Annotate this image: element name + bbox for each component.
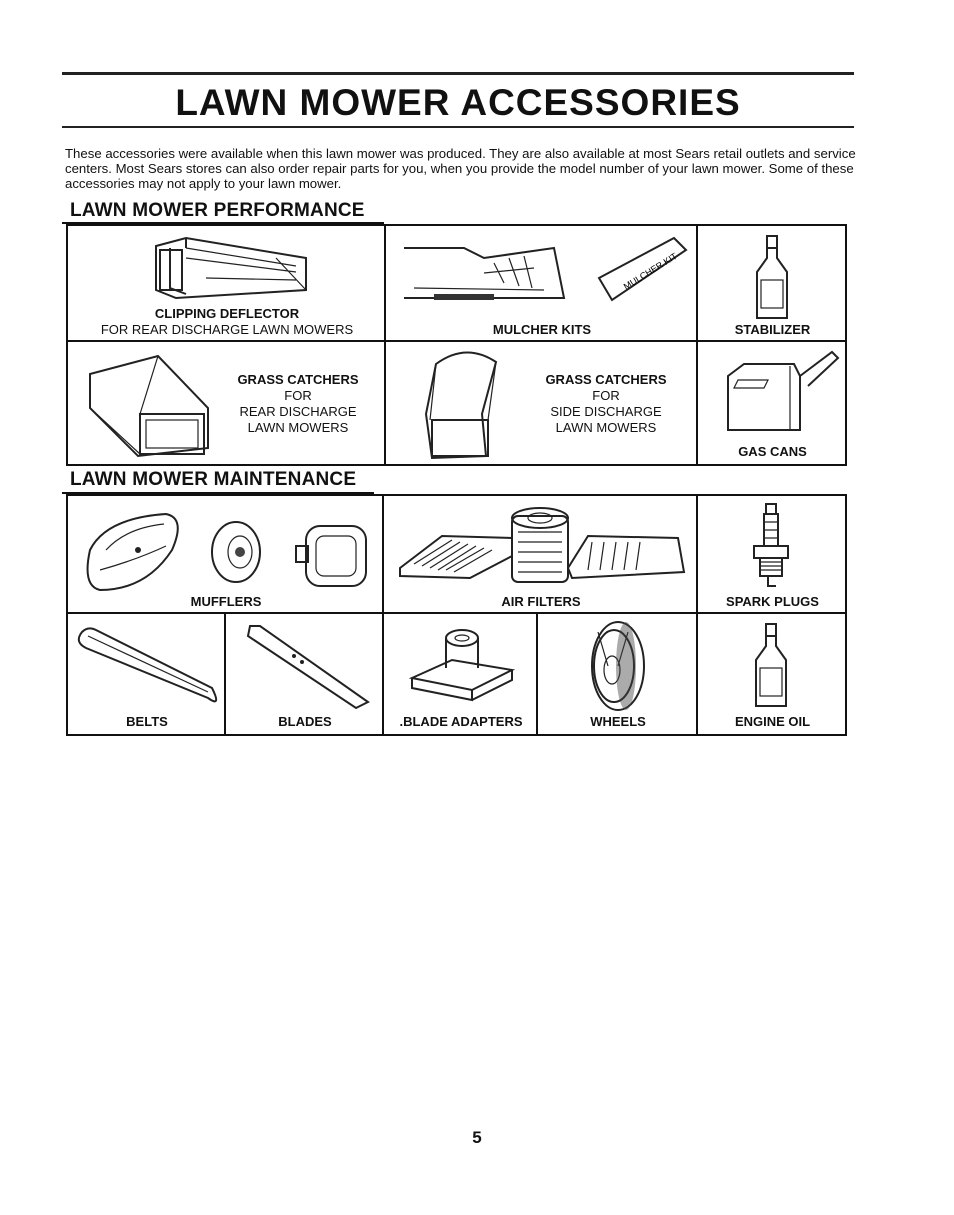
blade-adapters-label: .BLADE ADAPTERS <box>399 714 523 729</box>
wheel-icon <box>568 616 668 714</box>
mufflers-icon <box>76 500 376 592</box>
gas-can-icon <box>704 346 844 441</box>
engine-oil-label: ENGINE OIL <box>734 714 811 729</box>
grass-catcher-rear-cell <box>68 342 386 466</box>
grass-catcher-side-line3: LAWN MOWERS <box>555 420 657 435</box>
maintenance-grid <box>66 494 847 736</box>
blade-icon <box>230 618 380 714</box>
mulcher-kits-cell <box>386 226 698 342</box>
grass-catcher-side-label: GRASS CATCHERS <box>545 372 667 387</box>
air-filters-icon <box>392 498 692 592</box>
grass-catcher-rear-icon <box>78 348 218 458</box>
spark-plugs-cell <box>698 496 847 614</box>
belt-icon <box>72 618 222 714</box>
clipping-deflector-sub: FOR REAR DISCHARGE LAWN MOWERS <box>100 322 354 337</box>
blades-label: BLADES <box>278 714 332 729</box>
blade-adapters-cell <box>384 614 538 736</box>
grass-catcher-rear-line3: LAWN MOWERS <box>247 420 349 435</box>
title-bottom-rule <box>62 126 854 128</box>
wheels-cell <box>538 614 698 736</box>
grass-catcher-side-icon <box>406 344 506 464</box>
clipping-deflector-label: CLIPPING DEFLECTOR <box>154 306 300 321</box>
grass-catcher-rear-line1: FOR <box>284 388 312 403</box>
intro-paragraph: These accessories were available when this lawn mower was produced. They are also available at most Sears retail outlets and service centers. Most Sears stores can also order repair parts for you, when you provide the model number of your lawn mower. Some of these accessories may not apply to your lawn mower. <box>65 146 856 191</box>
spark-plug-icon <box>742 498 802 594</box>
belts-cell <box>68 614 226 736</box>
clipping-deflector-icon <box>146 228 326 308</box>
stabilizer-cell <box>698 226 847 342</box>
gas-cans-cell <box>698 342 847 466</box>
mufflers-cell <box>68 496 384 614</box>
gas-cans-label: GAS CANS <box>738 444 807 459</box>
performance-grid <box>66 224 847 466</box>
clipping-deflector-cell <box>68 226 386 342</box>
stabilizer-label: STABILIZER <box>734 322 811 337</box>
engine-oil-cell <box>698 614 847 736</box>
mufflers-label: MUFFLERS <box>190 594 262 609</box>
grass-catcher-side-cell <box>386 342 698 466</box>
stabilizer-bottle-icon <box>743 232 803 322</box>
page-title: LAWN MOWER ACCESSORIES <box>175 82 741 123</box>
engine-oil-bottle-icon <box>742 620 802 712</box>
grass-catcher-rear-line2: REAR DISCHARGE <box>239 404 357 419</box>
mulcher-kit-box-text: MULCHER KIT <box>621 250 679 292</box>
maintenance-heading: LAWN MOWER MAINTENANCE <box>70 469 357 490</box>
grass-catcher-rear-label: GRASS CATCHERS <box>237 372 359 387</box>
belts-label: BELTS <box>126 714 168 729</box>
grass-catcher-side-line1: FOR <box>592 388 620 403</box>
top-rule <box>62 72 854 75</box>
mulcher-kits-label: MULCHER KITS <box>492 322 592 337</box>
grass-catcher-side-line2: SIDE DISCHARGE <box>550 404 662 419</box>
blade-adapter-icon <box>392 618 532 714</box>
blades-cell <box>226 614 384 736</box>
air-filters-cell <box>384 496 698 614</box>
performance-heading: LAWN MOWER PERFORMANCE <box>70 200 365 221</box>
mulcher-kits-icon <box>394 228 694 318</box>
air-filters-label: AIR FILTERS <box>501 594 581 609</box>
page-number: 5 <box>472 1128 482 1147</box>
spark-plugs-label: SPARK PLUGS <box>726 594 819 609</box>
wheels-label: WHEELS <box>590 714 646 729</box>
